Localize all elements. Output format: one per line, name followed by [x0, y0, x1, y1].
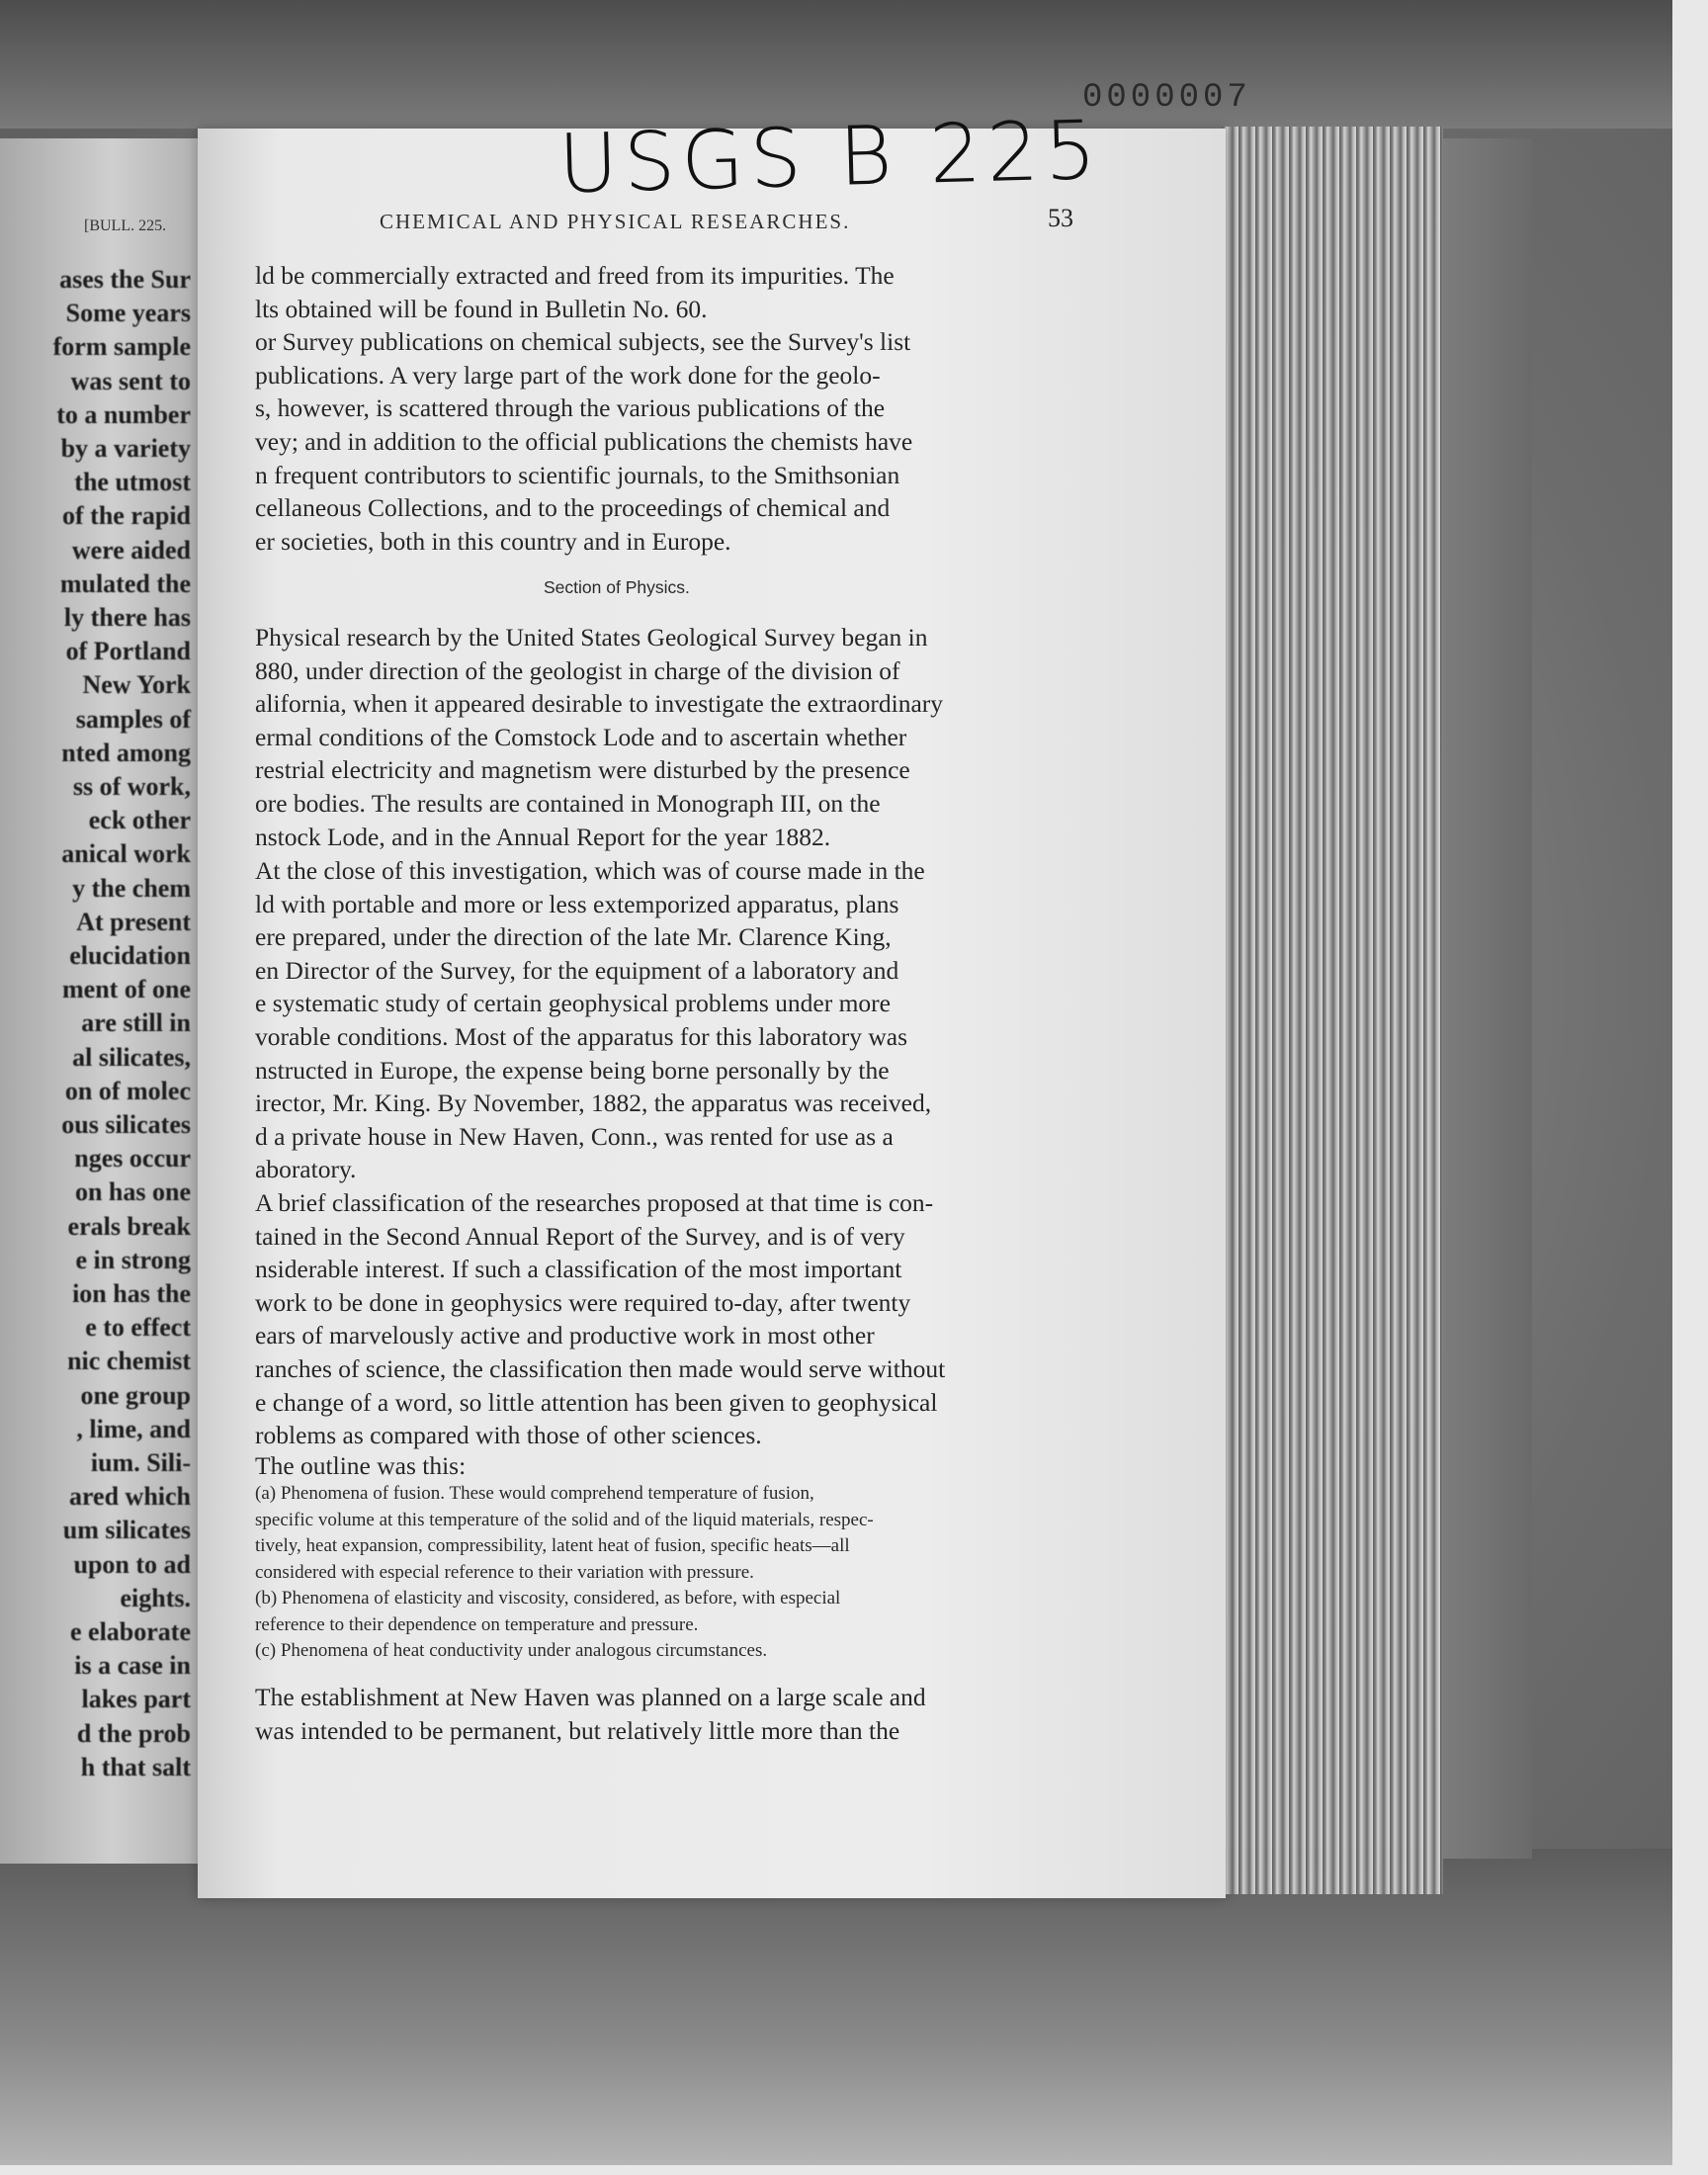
left-text-line: by a variety — [60, 434, 191, 463]
left-text-line: ss of work, — [72, 772, 191, 801]
left-text-line: mulated the — [59, 568, 191, 598]
left-text-line: were aided — [71, 535, 191, 565]
text-line: vey; and in addition to the official publications the chemists have — [255, 426, 913, 456]
left-text-line: nted among — [61, 738, 191, 767]
text-line: ld be commercially extracted and freed from its impurities. The — [255, 261, 895, 290]
scan-margin-right — [1672, 0, 1708, 2175]
text-line: specific volume at this temperature of the solid and of the liquid materials, respec- — [255, 1509, 874, 1530]
paragraph-classification — [255, 1186, 1097, 1452]
text-line: ears of marvelously active and productive work in most other — [255, 1321, 875, 1350]
left-text-line: are still in — [81, 1008, 191, 1038]
left-text-line: eck other — [88, 806, 191, 835]
outline-intro — [255, 1449, 1097, 1483]
left-text-line: ly there has — [63, 603, 191, 632]
left-facing-page — [0, 138, 203, 1864]
left-text-line: ium. Sili- — [90, 1448, 191, 1477]
text-line: 880, under direction of the geologist in charge of the division of — [255, 655, 900, 685]
left-text-line: um silicates — [62, 1516, 191, 1545]
left-text-line: At present — [76, 907, 191, 936]
text-line: lts obtained will be found in Bulletin No. 60. — [255, 294, 708, 323]
left-text-line: on has one — [74, 1177, 191, 1207]
left-text-line: ases the Sur — [59, 265, 191, 294]
text-line: irector, Mr. King. By November, 1882, the apparatus was received, — [255, 1088, 932, 1118]
archive-id-stamp: 0000007 — [1082, 79, 1251, 117]
outline-list — [255, 1481, 1101, 1665]
left-text-line: , lime, and — [76, 1414, 191, 1443]
text-line: ranches of science, the classification then made would serve without — [255, 1353, 946, 1383]
text-line: (b) Phenomena of elasticity and viscosity, considered, as before, with especial — [255, 1588, 841, 1609]
left-text-line: nges occur — [74, 1144, 191, 1174]
left-text-line: anical work — [61, 839, 191, 869]
text-line: publications. A very large part of the work done for the geolo- — [255, 360, 881, 390]
left-running-head: [BULL. 225. — [84, 218, 167, 234]
left-text-line: elucidation — [69, 941, 191, 970]
left-text-line: ion has the — [72, 1279, 191, 1308]
intro-paragraph — [255, 259, 1097, 558]
text-line: Physical research by the United States Geological Survey began in — [255, 623, 928, 652]
text-line: ld with portable and more or less extemporized apparatus, plans — [255, 889, 899, 918]
text-line: e systematic study of certain geophysical problems under more — [255, 989, 891, 1018]
text-line: reference to their dependence on temperature and pressure. — [255, 1613, 699, 1635]
running-head: CHEMICAL AND PHYSICAL RESEARCHES. — [380, 210, 851, 233]
left-text-line: eights. — [120, 1583, 191, 1612]
left-text-line: e in strong — [75, 1245, 191, 1274]
left-text-line: is a case in — [74, 1651, 191, 1681]
text-line: nstructed in Europe, the expense being borne personally by the — [255, 1055, 890, 1085]
text-line: restrial electricity and magnetism were disturbed by the presence — [255, 755, 910, 785]
paragraph-laboratory — [255, 854, 1097, 1186]
scan-margin-bottom — [0, 2165, 1708, 2175]
left-text-line: y the chem — [72, 873, 191, 903]
text-line: n frequent contributors to scientific journals, to the Smithsonian — [255, 460, 900, 489]
text-line: roblems as compared with those of other sciences. — [255, 1421, 762, 1450]
text-line: en Director of the Survey, for the equipment of a laboratory and — [255, 955, 899, 985]
text-line: vorable conditions. Most of the apparatus for this laboratory was — [255, 1021, 908, 1051]
left-text-line: New York — [82, 670, 191, 700]
text-line: was intended to be permanent, but relatively little more than the — [255, 1715, 900, 1745]
left-text-line: lakes part — [81, 1685, 191, 1714]
text-line: tively, heat expansion, compressibility, latent heat of fusion, specific heats—all — [255, 1535, 850, 1556]
para1-lines — [255, 621, 1097, 853]
text-line: At the close of this investigation, which was of course made in the — [255, 856, 925, 885]
page-number: 53 — [1048, 204, 1073, 232]
outline-lines — [255, 1481, 1101, 1665]
left-text-line: e elaborate — [69, 1617, 191, 1646]
left-text-line: nic chemist — [67, 1347, 191, 1376]
text-line: work to be done in geophysics were required to-day, after twenty — [255, 1287, 911, 1317]
text-line: er societies, both in this country and in Europe. — [255, 526, 731, 556]
text-line: nstock Lode, and in the Annual Report for the year 1882. — [255, 822, 831, 851]
text-line: d a private house in New Haven, Conn., was rented for use as a — [255, 1121, 894, 1151]
closing-paragraph — [255, 1681, 1097, 1747]
left-text-line: on of molec — [64, 1076, 191, 1105]
left-text-line: of Portland — [65, 637, 191, 666]
left-text-line: one group — [80, 1380, 191, 1410]
left-text-line: h that salt — [80, 1752, 191, 1782]
intro-lines — [255, 259, 1097, 558]
left-text-line: samples of — [75, 704, 191, 734]
section-title: Section of Physics. — [544, 577, 690, 597]
para2-lines — [255, 854, 1097, 1186]
paragraph-physical-research — [255, 621, 1097, 853]
text-line: e change of a word, so little attention has been given to geophysical — [255, 1387, 938, 1417]
left-text-line: d the prob — [76, 1718, 191, 1748]
left-text-line: Some years — [65, 299, 191, 328]
left-text-line: upon to ad — [73, 1549, 191, 1579]
text-line: alifornia, when it appeared desirable to investigate the extraordinary — [255, 689, 944, 719]
text-line: tained in the Second Annual Report of the Survey, and is of very — [255, 1221, 905, 1251]
left-text-line: ment of one — [62, 975, 191, 1004]
text-line: ermal conditions of the Comstock Lode and to ascertain whether — [255, 722, 907, 751]
text-line: ore bodies. The results are contained in Monograph III, on the — [255, 788, 881, 818]
para3-lines — [255, 1186, 1097, 1452]
text-line: considered with especial reference to their variation with pressure. — [255, 1561, 754, 1583]
handwritten-label: USGS B 225 — [556, 103, 1104, 213]
text-line: ere prepared, under the direction of the late Mr. Clarence King, — [255, 922, 892, 952]
text-line: nsiderable interest. If such a classification of the most important — [255, 1255, 902, 1284]
outline-intro-text: The outline was this: — [255, 1451, 467, 1480]
text-line: A brief classification of the researches proposed at that time is con- — [255, 1188, 934, 1217]
text-line: s, however, is scattered through the various publications of the — [255, 393, 886, 423]
text-line: aboratory. — [255, 1155, 357, 1184]
text-line: or Survey publications on chemical subjects, see the Survey's list — [255, 327, 911, 357]
text-line: The establishment at New Haven was planned on a large scale and — [255, 1683, 926, 1711]
left-text-line: ous silicates — [61, 1110, 191, 1139]
left-text-line: e to effect — [85, 1313, 191, 1343]
left-text-line: the utmost — [74, 468, 191, 497]
book-shadow — [1443, 138, 1532, 1859]
text-line: (c) Phenomena of heat conductivity under analogous circumstances. — [255, 1640, 768, 1661]
left-text-line: to a number — [56, 399, 191, 429]
left-text-line: erals break — [67, 1211, 191, 1241]
left-text-line: form sample — [52, 332, 191, 362]
left-text-line: ared which — [68, 1482, 191, 1512]
left-text-line: of the rapid — [62, 501, 191, 531]
text-line: (a) Phenomena of fusion. These would comprehend temperature of fusion, — [255, 1483, 814, 1504]
closing-lines — [255, 1681, 1097, 1747]
left-text-line: al silicates, — [72, 1042, 191, 1072]
left-text-line: was sent to — [70, 366, 191, 395]
page-edge-stack — [1222, 127, 1443, 1894]
text-line: cellaneous Collections, and to the proceedings of chemical and — [255, 493, 891, 523]
